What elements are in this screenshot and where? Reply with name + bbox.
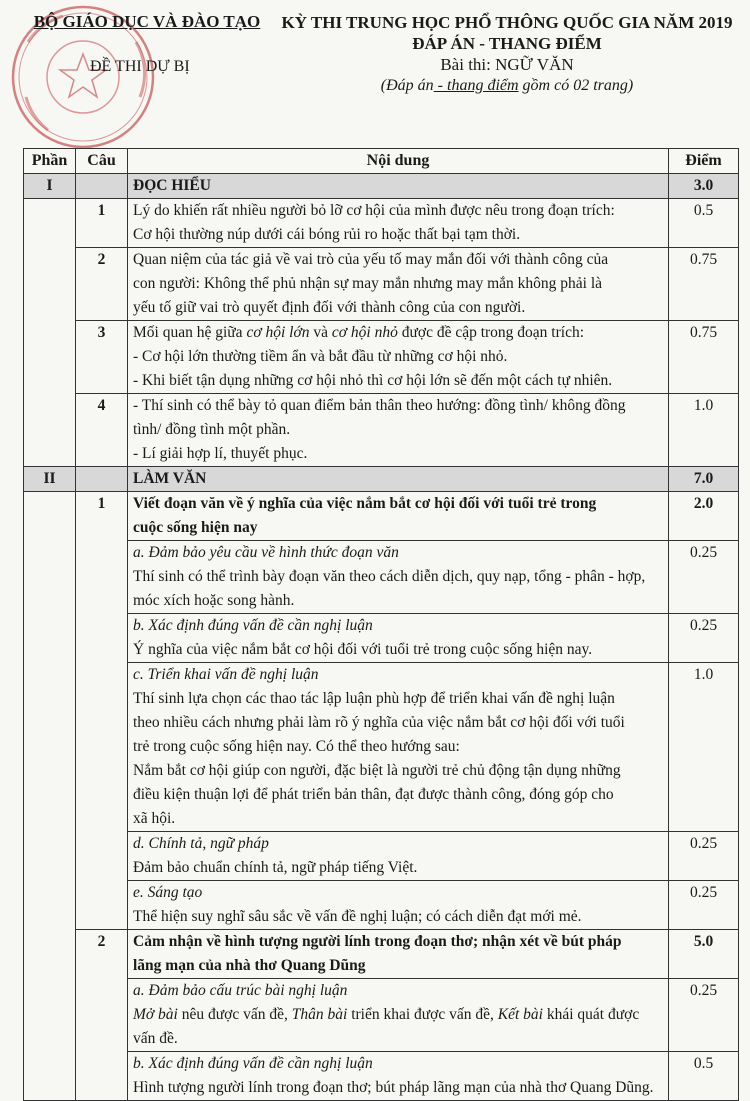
answer-content: a. Đảm bảo yêu cầu về hình thức đoạn văn Thí sinh có thể trình bày đoạn văn theo cách diễn dịch, quy nạp, tổng - phân - hợp, móc xích hoặc song hành. xyxy=(128,541,669,614)
answer-content: Mối quan hệ giữa cơ hội lớn và cơ hội nhỏ được đề cập trong đoạn trích: - Cơ hội lớn thường tiềm ẩn và bắt đầu từ những cơ hội nhỏ. - Khi biết tận dụng những cơ hội nhỏ thì cơ hội lớn sẽ đến một cách tự nhiên. xyxy=(128,321,669,394)
table-header-row xyxy=(24,149,739,174)
table-row xyxy=(24,541,739,614)
exam-title: KỲ THI TRUNG HỌC PHỔ THÔNG QUỐC GIA NĂM 2019 xyxy=(281,13,733,32)
question-title: Cảm nhận về hình tượng người lính trong đoạn thơ; nhận xét về bút pháp lãng mạn của nhà thơ Quang Dũng xyxy=(128,930,669,979)
question-number: 4 xyxy=(76,394,128,467)
section-title: ĐỌC HIỂU xyxy=(128,174,669,199)
score: 0.5 xyxy=(669,1052,739,1101)
answer-content: b. Xác định đúng vấn đề cần nghị luận Hình tượng người lính trong đoạn thơ; bút pháp lãng mạn của nhà thơ Quang Dũng. xyxy=(128,1052,669,1101)
score: 0.25 xyxy=(669,614,739,663)
header-noi-dung: Nội dung xyxy=(128,149,669,174)
section-number: II xyxy=(24,467,76,492)
section-title: LÀM VĂN xyxy=(128,467,669,492)
table-row xyxy=(24,248,739,321)
table-row xyxy=(24,979,739,1052)
answer-content: b. Xác định đúng vấn đề cần nghị luận Ý nghĩa của việc nắm bắt cơ hội đối với tuổi trẻ trong cuộc sống hiện nay. xyxy=(128,614,669,663)
page-count-note: (Đáp án - thang điểm gồm có 02 trang) xyxy=(380,77,634,94)
table-row xyxy=(24,394,739,467)
table-row xyxy=(24,832,739,881)
document-type: ĐÁP ÁN - THANG ĐIỂM xyxy=(412,34,602,53)
table-row xyxy=(24,663,739,832)
score: 0.75 xyxy=(669,248,739,321)
question-number: 2 xyxy=(76,248,128,321)
answer-content: c. Triển khai vấn đề nghị luận Thí sinh lựa chọn các thao tác lập luận phù hợp để triển khai vấn đề nghị luận theo nhiều cách nhưng phải làm rõ ý nghĩa của việc nắm bắt cơ hội đối với tuổi trẻ trong cuộc sống hiện nay. Có thể theo hướng sau: Nắm bắt cơ hội giúp con người, đặc biệt là người trẻ chủ động tận dụng những điều kiện thuận lợi để phát triển bản thân, đạt được thành công, đóng góp cho xã hội. xyxy=(128,663,669,832)
answer-content: a. Đảm bảo cấu trúc bài nghị luận Mở bài nêu được vấn đề, Thân bài triển khai được vấn đề, Kết bài khái quát được vấn đề. xyxy=(128,979,669,1052)
section-row-doc-hieu xyxy=(24,174,739,199)
section-score: 7.0 xyxy=(669,467,739,492)
header-cau: Câu xyxy=(76,149,128,174)
answer-content: d. Chính tả, ngữ pháp Đảm bảo chuẩn chính tả, ngữ pháp tiếng Việt. xyxy=(128,832,669,881)
answer-content: Lý do khiến rất nhiều người bỏ lỡ cơ hội của mình được nêu trong đoạn trích: Cơ hội thường núp dưới cái bóng rủi ro hoặc thất bại tạm thời. xyxy=(128,199,669,248)
subject-label: Bài thi: NGỮ VĂN xyxy=(440,55,574,74)
section-number: I xyxy=(24,174,76,199)
issuing-organization: BỘ GIÁO DỤC VÀ ĐÀO TẠO xyxy=(33,12,261,31)
header-diem: Điểm xyxy=(669,149,739,174)
score: 0.75 xyxy=(669,321,739,394)
score: 5.0 xyxy=(669,930,739,979)
answer-key-table xyxy=(23,148,739,1101)
table-row xyxy=(24,199,739,248)
score: 2.0 xyxy=(669,492,739,541)
table-row xyxy=(24,492,739,541)
score: 0.25 xyxy=(669,881,739,930)
table-row xyxy=(24,881,739,930)
exam-title-block xyxy=(276,12,738,54)
section-row-lam-van xyxy=(24,467,739,492)
section-score: 3.0 xyxy=(669,174,739,199)
score: 1.0 xyxy=(669,394,739,467)
score: 0.25 xyxy=(669,541,739,614)
score: 0.25 xyxy=(669,979,739,1052)
question-number: 3 xyxy=(76,321,128,394)
document-header xyxy=(0,0,750,150)
question-number: 1 xyxy=(76,492,128,930)
table-row xyxy=(24,614,739,663)
answer-content: Quan niệm của tác giả về vai trò của yếu tố may mắn đối với thành công của con người: Không thể phủ nhận sự may mắn nhưng may mắn không phải là yếu tố giữ vai trò quyết định đối với thành công của con người. xyxy=(128,248,669,321)
answer-content: e. Sáng tạo Thể hiện suy nghĩ sâu sắc về vấn đề nghị luận; có cách diễn đạt mới mẻ. xyxy=(128,881,669,930)
question-title: Viết đoạn văn về ý nghĩa của việc nắm bắt cơ hội đối với tuổi trẻ trong cuộc sống hiện nay xyxy=(128,492,669,541)
table-row xyxy=(24,930,739,979)
score: 0.5 xyxy=(669,199,739,248)
question-number: 2 xyxy=(76,930,128,1101)
answer-content: - Thí sinh có thể bày tỏ quan điểm bản thân theo hướng: đồng tình/ không đồng tình/ đồng tình một phần. - Lí giải hợp lí, thuyết phục. xyxy=(128,394,669,467)
header-phan: Phần xyxy=(24,149,76,174)
table-row xyxy=(24,321,739,394)
exam-type-label: ĐỀ THI DỰ BỊ xyxy=(90,58,190,75)
score: 1.0 xyxy=(669,663,739,832)
question-number: 1 xyxy=(76,199,128,248)
table-row xyxy=(24,1052,739,1101)
score: 0.25 xyxy=(669,832,739,881)
